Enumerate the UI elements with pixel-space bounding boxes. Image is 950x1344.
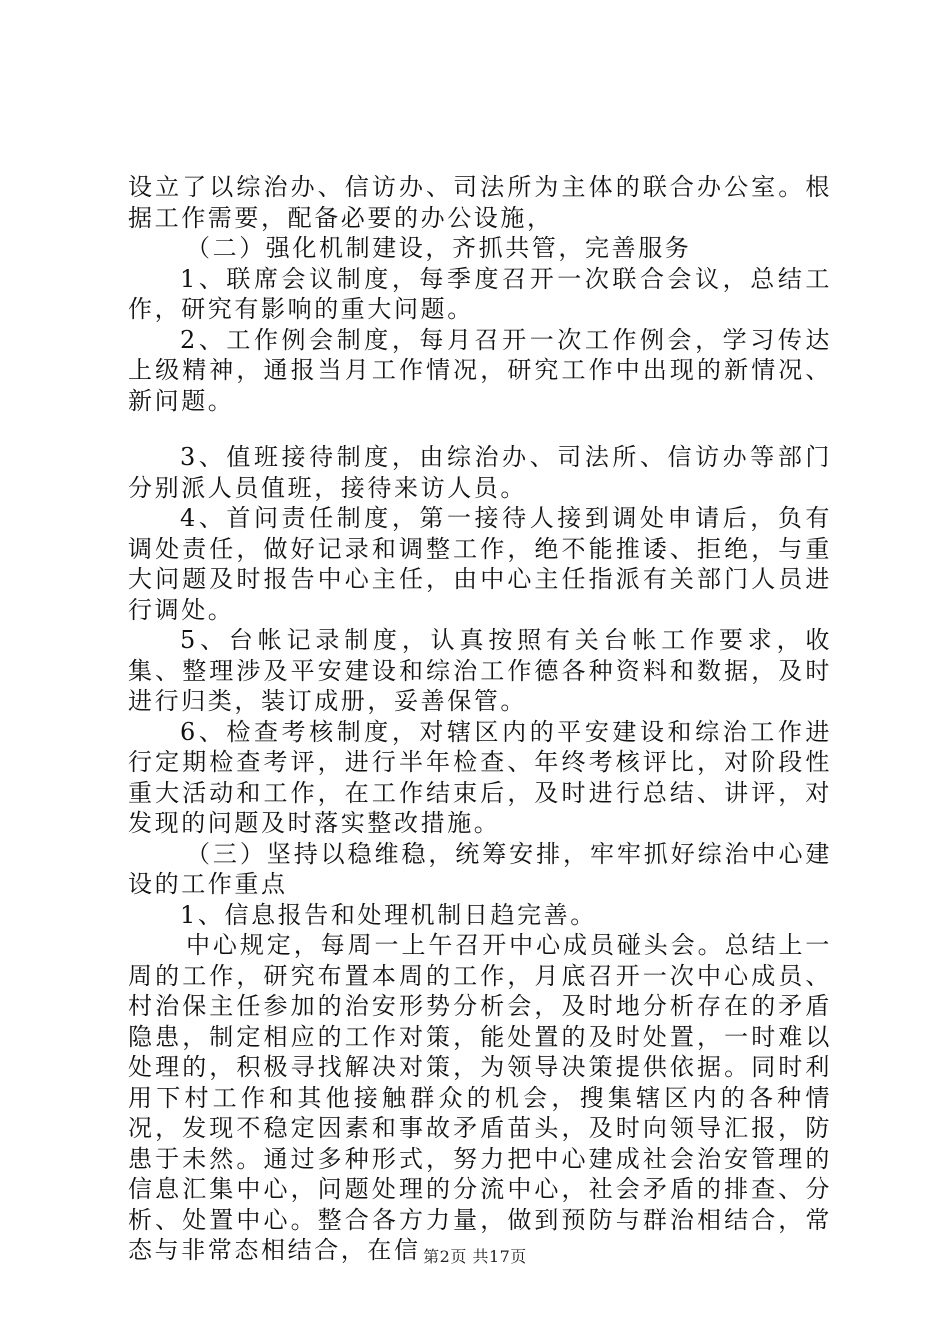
section-heading-2: （二）强化机制建设，齐抓共管，完善服务 [186,234,692,262]
paragraph-item-2: 2、工作例会制度，每月召开一次工作例会，学习传达上级精神，通报当月工作情况，研究工作中出现的新情况、新问题。 [128,325,832,415]
paragraph-subitem-1: 1、信息报告和处理机制日趋完善。 [180,900,597,929]
paragraph-item-5: 5、台帐记录制度，认真按照有关台帐工作要求，收集、整理涉及平安建设和综治工作德各种资料和数据，及时进行归类，装订成册，妥善保管。 [128,626,832,715]
paragraph-body: 中心规定，每周一上午召开中心成员碰头会。总结上一周的工作，研究布置本周的工作，月底召开一次中心成员、村治保主任参加的治安形势分析会，及时地分析存在的矛盾隐患，制定相应的工作对策，能处置的及时处置，一时难以处理的，积极寻找解决对策，为领导决策提供依据。同时利用下村工作和其他接触群众的机会，搜集辖区内的各种情况，发现不稳定因素和事故矛盾苗头，及时向领导汇报，防患于未然。通过多种形式，努力把中心建成社会治安管理的信息汇集中心，问题处理的分流中心，社会矛盾的排查、分析、处置中心。整合各方力量，做到预防与群治相结合，常态与非常态相结合，在信 [128,931,832,1264]
paragraph-item-4: 4、首问责任制度，第一接待人接到调处申请后，负有调处责任，做好记录和调整工作，绝不能推诿、拒绝，与重大问题及时报告中心主任，由中心主任指派有关部门人员进行调处。 [128,504,832,624]
section-heading-3: （三）坚持以稳维稳，统筹安排，牢牢抓好综治中心建设的工作重点 [128,839,832,898]
paragraph-item-3: 3、值班接待制度，由综治办、司法所、信访办等部门分别派人员值班，接待来访人员。 [128,443,832,502]
paragraph-continuation: 设立了以综治办、信访办、司法所为主体的联合办公室。根据工作需要，配备必要的办公设施， [128,173,832,232]
page-indicator: 第2页 共17页 [423,1247,527,1266]
paragraph-item-1: 1、联席会议制度，每季度召开一次联合会议，总结工作，研究有影响的重大问题。 [128,264,832,323]
paragraph-item-6: 6、检查考核制度，对辖区内的平安建设和综治工作进行定期检查考评，进行半年检查、年终考核评比，对阶段性重大活动和工作，在工作结束后，及时进行总结、讲评，对发现的问题及时落实整改措施。 [128,717,832,837]
page-footer [0,1244,950,1267]
document-body [128,172,832,1266]
